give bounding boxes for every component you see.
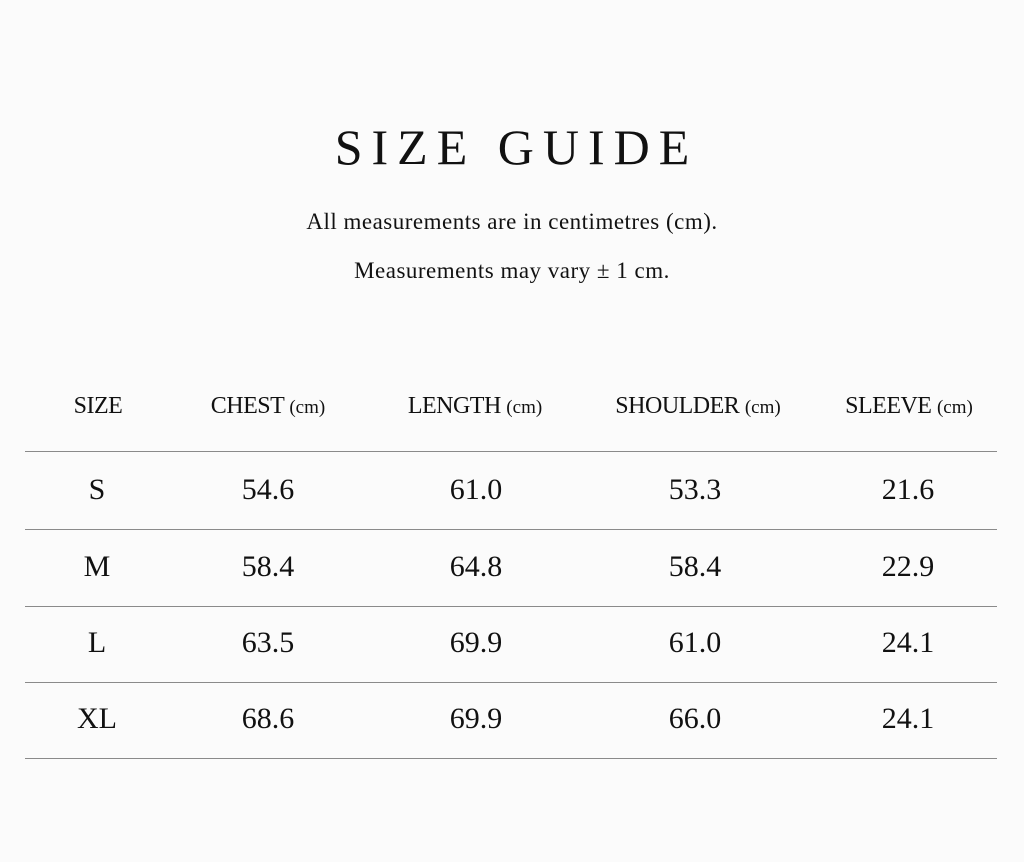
table-header-row <box>0 393 1024 433</box>
table-row <box>0 453 1024 529</box>
header-shoulder-unit: (cm) <box>744 397 781 418</box>
tolerance-note: Measurements may vary ± 1 cm. <box>354 258 670 283</box>
table-row <box>0 606 1024 682</box>
cell-chest: 68.6 <box>241 702 295 735</box>
header-chest-unit: (cm) <box>289 397 326 418</box>
cell-length: 61.0 <box>449 473 503 506</box>
cell-size: L <box>87 626 107 659</box>
table-row <box>0 530 1024 606</box>
cell-sleeve: 24.1 <box>881 626 935 659</box>
header-length-unit: (cm) <box>506 397 543 418</box>
header-sleeve-unit: (cm) <box>936 397 973 418</box>
table-row <box>0 682 1024 758</box>
header-chest: CHEST (cm) <box>210 393 326 419</box>
cell-shoulder: 66.0 <box>668 702 722 735</box>
cell-chest: 58.4 <box>241 550 295 583</box>
cell-chest: 54.6 <box>241 473 295 506</box>
cell-size: S <box>88 473 106 506</box>
cell-length: 69.9 <box>449 626 503 659</box>
table-divider <box>25 758 997 759</box>
cell-sleeve: 24.1 <box>881 702 935 735</box>
cell-length: 64.8 <box>449 550 503 583</box>
cell-sleeve: 21.6 <box>881 473 935 506</box>
cell-shoulder: 53.3 <box>668 473 722 506</box>
cell-size: M <box>83 550 111 583</box>
header-shoulder: SHOULDER (cm) <box>615 393 781 419</box>
cell-length: 69.9 <box>449 702 503 735</box>
page-title: SIZE GUIDE <box>334 119 699 175</box>
cell-shoulder: 61.0 <box>668 626 722 659</box>
header-length: LENGTH (cm) <box>407 393 543 419</box>
header-size: SIZE <box>73 393 123 419</box>
cell-size: XL <box>77 702 117 735</box>
table-divider <box>25 451 997 452</box>
header-sleeve: SLEEVE (cm) <box>845 393 973 419</box>
cell-chest: 63.5 <box>241 626 295 659</box>
cell-shoulder: 58.4 <box>668 550 722 583</box>
units-note: All measurements are in centimetres (cm). <box>306 209 718 234</box>
cell-sleeve: 22.9 <box>881 550 935 583</box>
